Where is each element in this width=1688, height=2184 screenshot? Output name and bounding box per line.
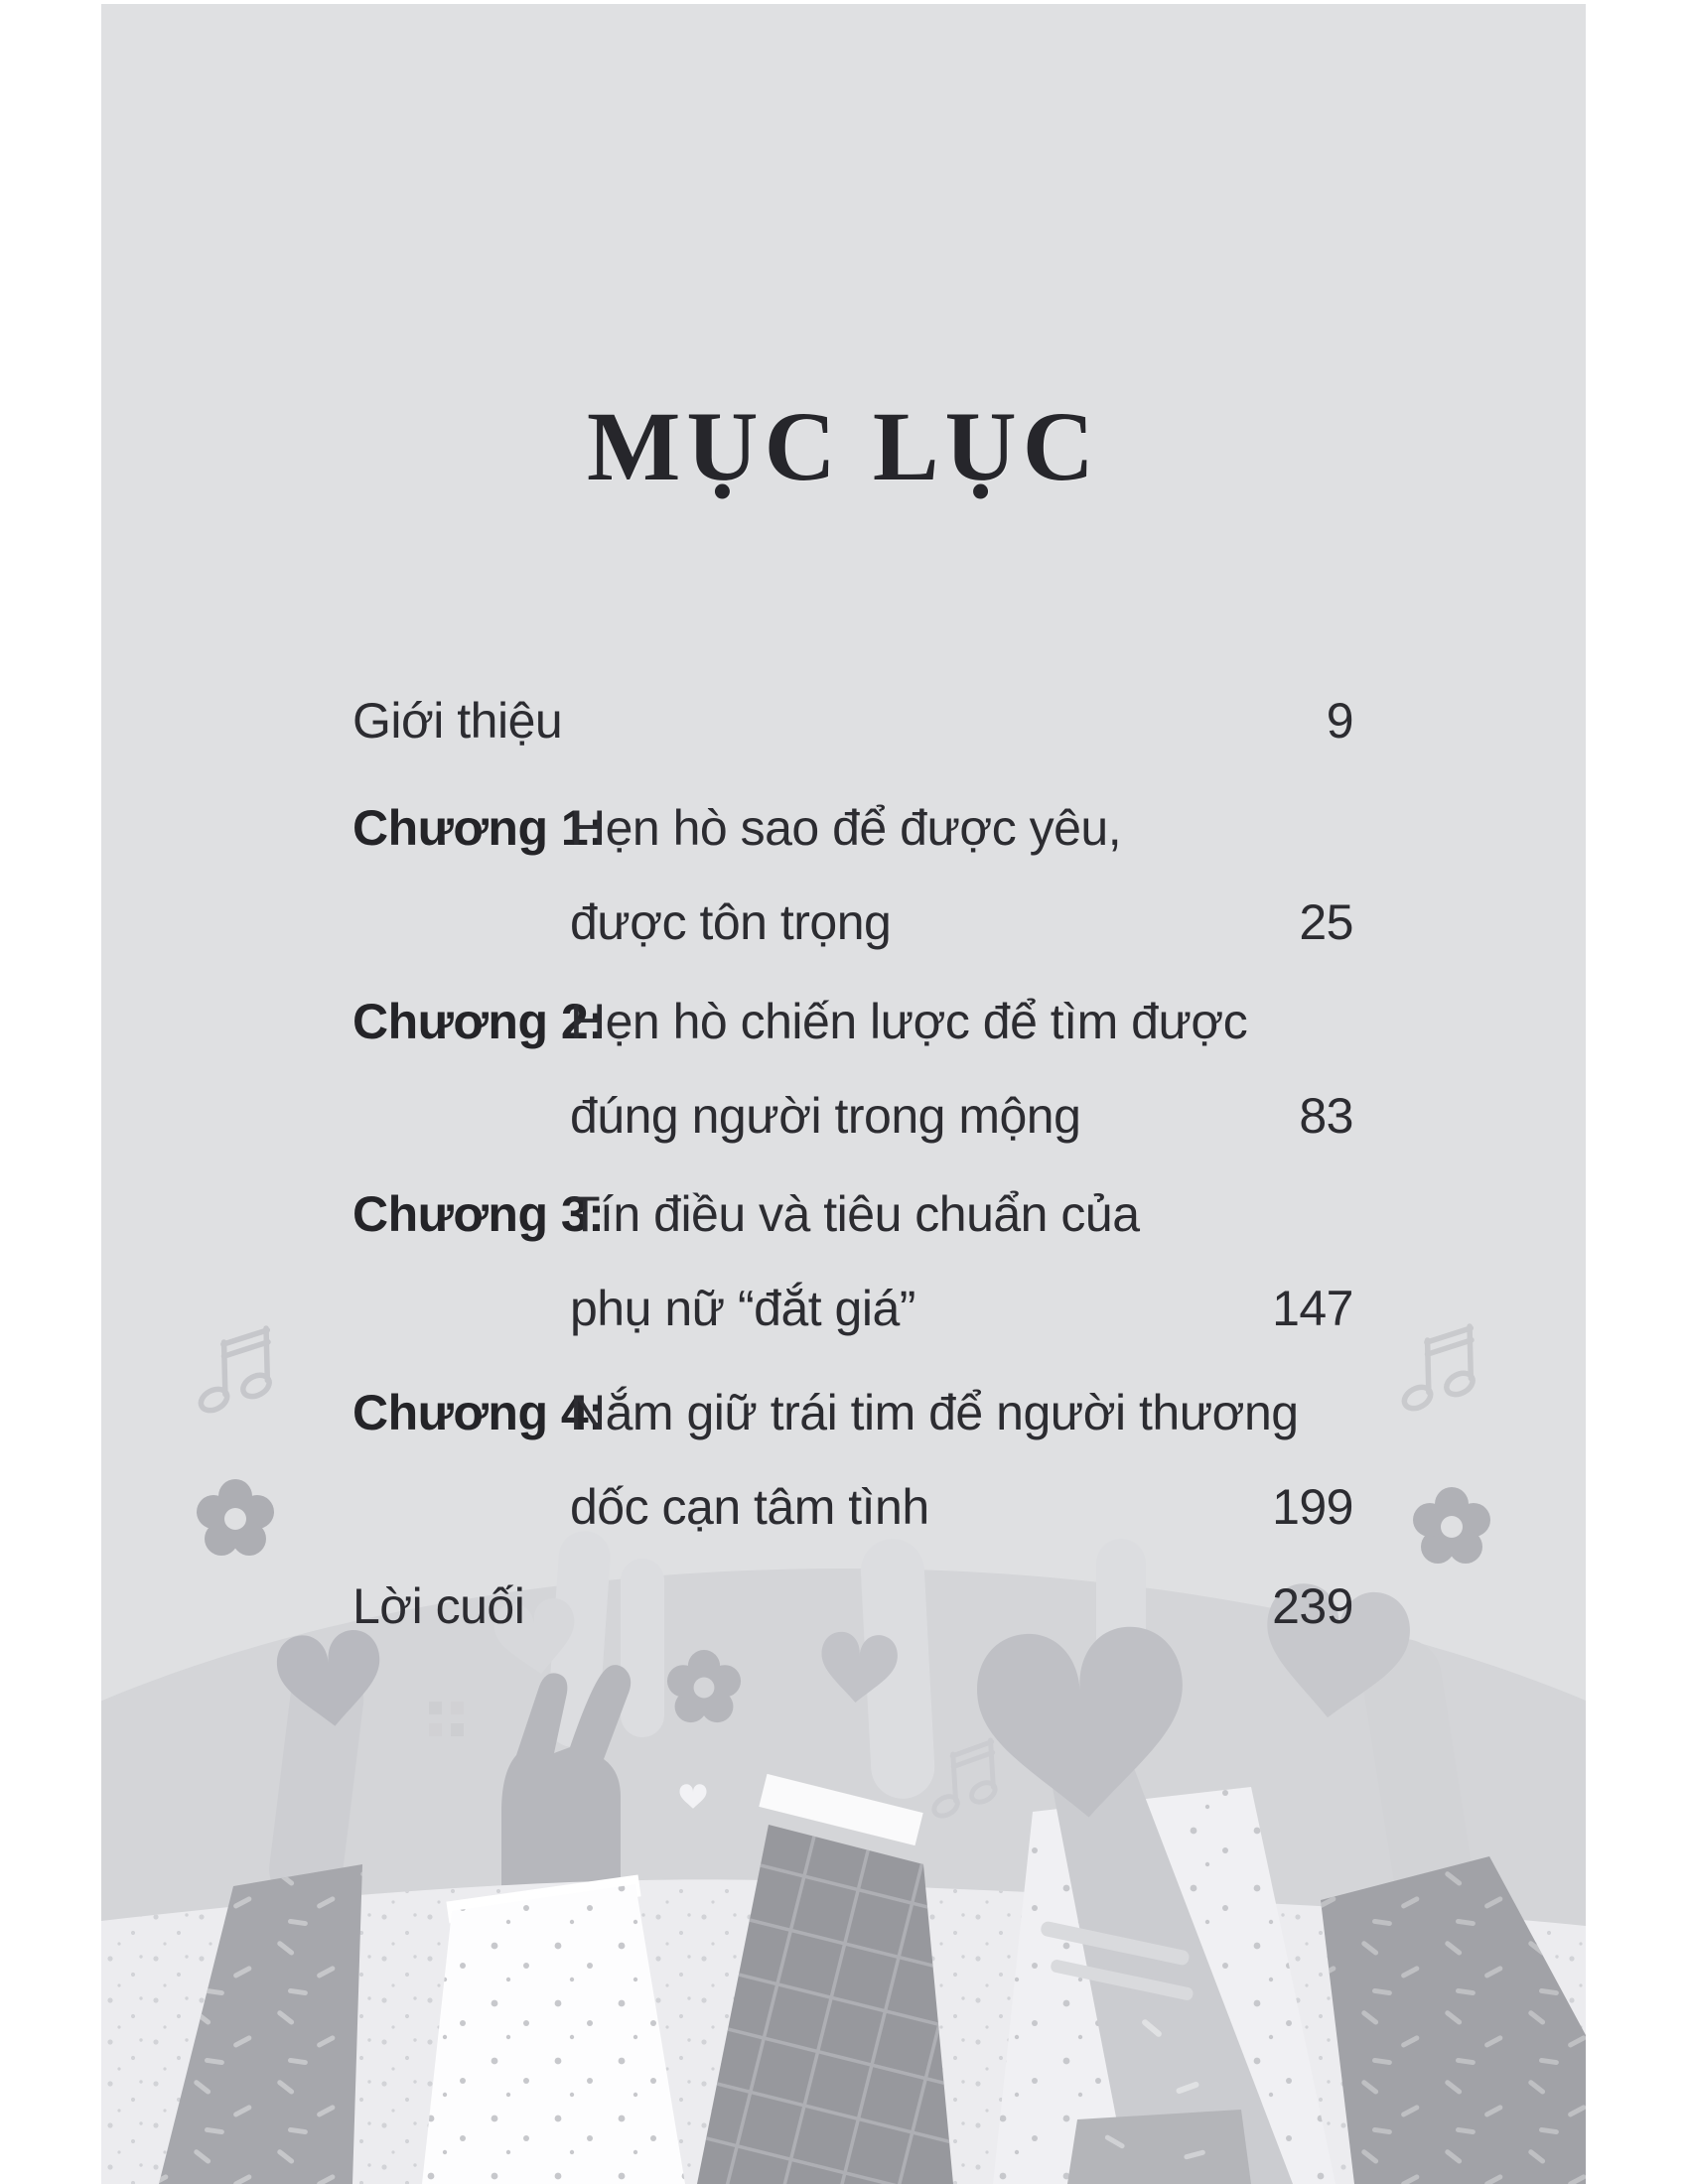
chapter-title: Hẹn hò chiến lược để tìm được	[570, 994, 1248, 1049]
chapter-label: Chương 3:	[352, 1186, 605, 1242]
toc-entry-row	[352, 691, 1353, 751]
toc-entry-row	[352, 992, 1353, 1051]
chapter-title: Hẹn hò sao để được yêu,	[570, 800, 1122, 856]
chapter-title: phụ nữ “đắt giá”	[570, 1281, 915, 1336]
chapter-title: Giới thiệu	[352, 693, 563, 749]
chapter-label: Chương 2:	[352, 994, 605, 1049]
chapter-title: Tín điều và tiêu chuẩn của	[570, 1186, 1140, 1242]
toc-entry-row	[352, 798, 1353, 858]
chapter-label: Chương 4:	[352, 1385, 605, 1440]
toc-entry-row	[352, 1279, 1353, 1338]
chapter-title: Nắm giữ trái tim để người thương	[570, 1385, 1299, 1440]
chapter-label: Chương 1:	[352, 800, 605, 856]
page-number: 83	[1299, 1088, 1353, 1144]
chapter-title: dốc cạn tâm tình	[570, 1479, 929, 1535]
chapter-title: được tôn trọng	[570, 894, 892, 950]
toc-entry-row	[352, 892, 1353, 952]
toc-page	[101, 4, 1586, 2184]
table-of-contents	[101, 4, 1586, 2184]
page-number: 199	[1272, 1479, 1353, 1535]
toc-entry-row	[352, 1383, 1353, 1442]
chapter-title: Lời cuối	[352, 1578, 525, 1634]
toc-entry-row	[352, 1184, 1353, 1244]
chapter-title: đúng người trong mộng	[570, 1088, 1081, 1144]
toc-entry-row	[352, 1086, 1353, 1146]
toc-entry-row	[352, 1477, 1353, 1537]
page-number: 9	[1326, 693, 1353, 749]
page-number: 239	[1272, 1578, 1353, 1634]
page-number: 147	[1272, 1281, 1353, 1336]
page-number: 25	[1299, 894, 1353, 950]
page-title: MỤC LỤC	[587, 391, 1100, 501]
toc-entry-row	[352, 1576, 1353, 1636]
